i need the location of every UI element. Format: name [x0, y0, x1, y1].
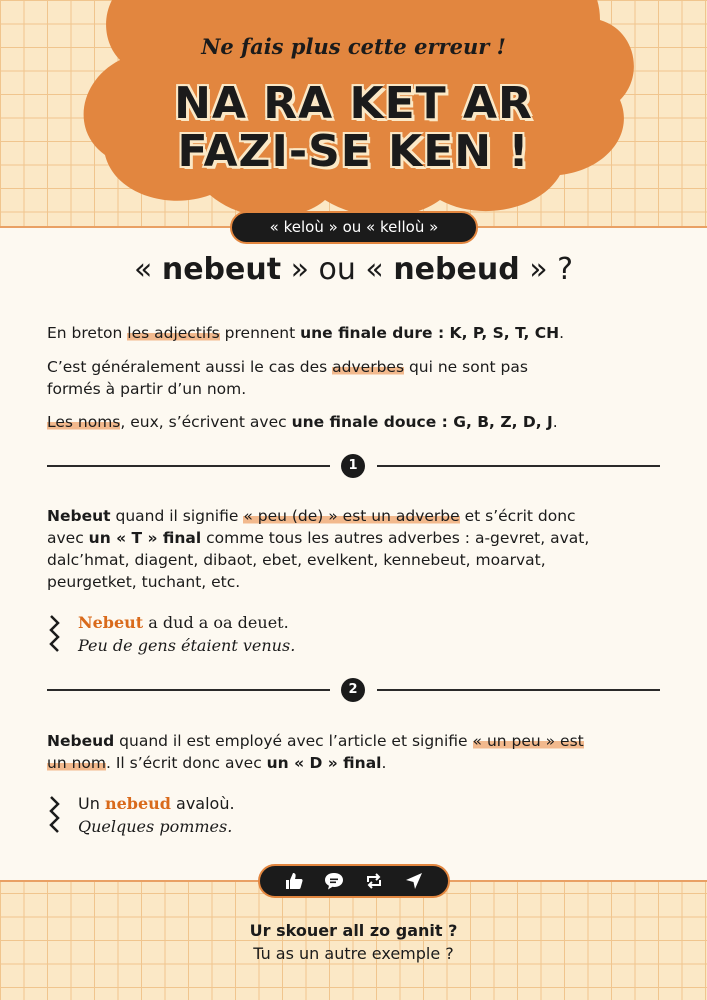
intro-paragraph-1: En breton les adjectifs prennent une finale dure : K, P, S, T, CH.	[47, 324, 565, 342]
divider	[377, 689, 660, 691]
title-word1: nebeut	[161, 252, 282, 287]
highlight: « peu (de) » est un adverbe	[243, 507, 460, 525]
repost-icon[interactable]	[363, 870, 385, 892]
intro-paragraph-3: Les noms, eux, s’écrivent avec une finale douce : G, B, Z, D, J.	[47, 413, 558, 431]
header-subtitle: Ne fais plus cette erreur !	[201, 34, 506, 59]
highlight: les adjectifs	[127, 324, 220, 342]
divider	[377, 465, 660, 467]
divider	[47, 465, 330, 467]
title-mid: » ou «	[281, 252, 394, 287]
title-close: » ?	[519, 252, 574, 287]
zigzag-icon	[47, 614, 61, 654]
highlight: adverbes	[332, 358, 405, 376]
section2-paragraph: Nebeud quand il est employé avec l’article et signifie « un peu » est un nom. Il s’écrit donc avec un « D » final.	[47, 732, 584, 772]
example-sentence: Un nebeud avaloù.	[78, 794, 235, 813]
section-number-2: 2	[341, 678, 365, 702]
header-title-line2: FAZI-SE KEN !	[177, 126, 530, 177]
header-title	[0, 80, 707, 176]
example-sentence: Nebeut a dud a oa deuet.	[78, 613, 289, 632]
section1-paragraph: Nebeut quand il signifie « peu (de) » est un adverbe et s’écrit donc avec un « T » final comme tous les autres adverbes : a-gevret, avat, dalc’hmat, diagent, dibaot, ebet, evelkent, kennebeut, moarvat, peurgetket, tuchant, etc.	[47, 507, 590, 591]
comment-icon[interactable]	[323, 870, 345, 892]
example-translation: Quelques pommes.	[78, 817, 233, 836]
zigzag-icon	[47, 795, 61, 835]
social-actions-bar	[258, 864, 450, 898]
example-translation: Peu de gens étaient venus.	[78, 636, 296, 655]
highlight: Les noms	[47, 413, 121, 431]
section-separator-1	[47, 454, 660, 478]
title-word2: nebeud	[393, 252, 520, 287]
divider	[47, 689, 330, 691]
section-separator-2	[47, 678, 660, 702]
intro-paragraph-2: C’est généralement aussi le cas des adverbes qui ne sont pas formés à partir d’un nom.	[47, 358, 528, 398]
send-icon[interactable]	[403, 870, 425, 892]
main-title	[0, 252, 707, 287]
highlight: un nom	[47, 754, 106, 772]
header-title-line1: NA RA KET AR	[174, 78, 533, 129]
footer-answer: Tu as un autre exemple ?	[253, 944, 454, 963]
title-open: «	[133, 252, 162, 287]
footer-question: Ur skouer all zo ganit ?	[249, 921, 458, 940]
topic-pill: « keloù » ou « kelloù »	[230, 211, 478, 244]
thumbs-up-icon[interactable]	[283, 870, 305, 892]
highlight: « un peu » est	[472, 732, 584, 750]
section-number-1: 1	[341, 454, 365, 478]
